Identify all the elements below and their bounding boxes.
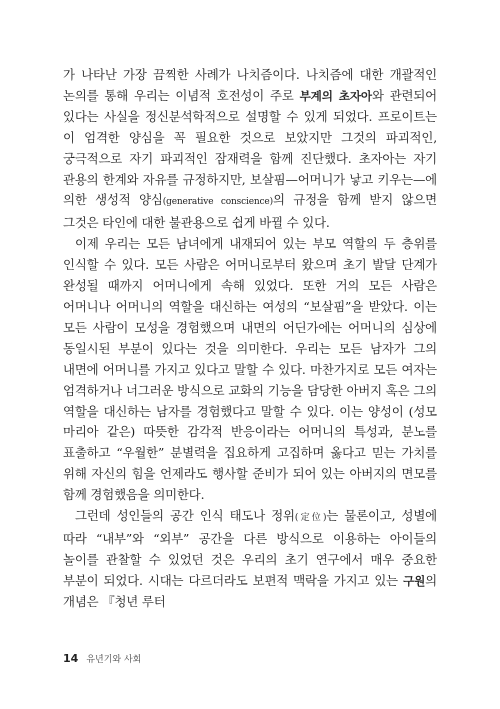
text-segment: 와 관련되어 있다는 사실을 정신분석학적으로 설명할 수 있게 되었다. 프로이트는 이 엄격한 양심을 꼭 필요한 것으로 보았지만 그것의 파괴적인, 궁극적으로 자기 파괴적인 잠재력을 함께 진단했다. 초자아는 자기 관용의 한계와 자유를 규정하지만, 보살핌—어머니가 낳고 키우는—에 의한 생성적 양심 [63, 87, 437, 208]
page-number: 14 [63, 652, 79, 665]
running-title: 유년기와 사회 [86, 655, 142, 665]
paragraph [63, 234, 437, 506]
emphasis-text: 구원 [403, 573, 426, 588]
page-footer [63, 652, 141, 665]
annotation-text: (定位) [294, 513, 327, 524]
emphasis-text: 부계의 초자아 [299, 88, 372, 103]
text-segment: 그런데 성인들의 공간 인식 태도나 정위 [75, 508, 295, 524]
text-segment: 가 나타난 가장 끔찍한 사례가 나치즘이다. 나치즘에 대한 개괄적인 논의를 통해 우리는 이념적 호전성이 주로 [63, 67, 437, 103]
text-segment: 이제 우리는 모든 남녀에게 내재되어 있는 부모 역할의 두 층위를 인식할 수 있다. 모든 사람은 어머니로부터 왔으며 초기 발달 단계가 완성될 때까지 어머니에게 속해 있었다. 또한 거의 모든 사람은 어머니나 어머니의 역할을 대신하는 여성의 “보살핌”을 받았다. 이는 모든 사람이 모성을 경험했으며 내면의 어딘가에는 어머니의 심상에 동일시된 부분이 있다는 것을 의미한다. 우리는 모든 남자가 그의 내면에 어머니를 가지고 있다고 말할 수 있다. 마찬가지로 모든 여자는 엄격하거나 너그러운 방식으로 교화의 기능을 담당한 아버지 혹은 그의 역할을 대신하는 남자를 경험했다고 말할 수 있다. 이는 양성이 (성모 마리아 같은) 따뜻한 감각적 반응이라는 어머니의 특성과, 분노를 표출하고 “우월한” 분별력을 집요하게 고집하며 옳다고 믿는 가치를 위해 자신의 힘을 언제라도 행사할 준비가 되어 있는 아버지의 면모를 함께 경험했음을 의미한다. [63, 236, 437, 503]
paragraph [63, 506, 437, 613]
text-segment: 의 개념은 『청년 루터 [63, 572, 437, 609]
text-segment: 의 규정을 함께 받지 않으면 그것은 타인에 대한 불관용으로 쉽게 바뀔 수 있다. [63, 192, 437, 231]
paragraph [63, 65, 437, 234]
annotation-text: (generative conscience) [162, 197, 273, 208]
text-segment: 는 물론이고, 성별에 따라 “내부”와 “외부” 공간을 다른 방식으로 이용하는 아이들의 놀이를 관찰할 수 있었던 것은 우리의 초기 연구에서 매우 중요한 부분이 되었다. 시대는 다르더라도 보편적 맥락을 가지고 있는 [63, 508, 437, 588]
body-text [63, 65, 437, 613]
